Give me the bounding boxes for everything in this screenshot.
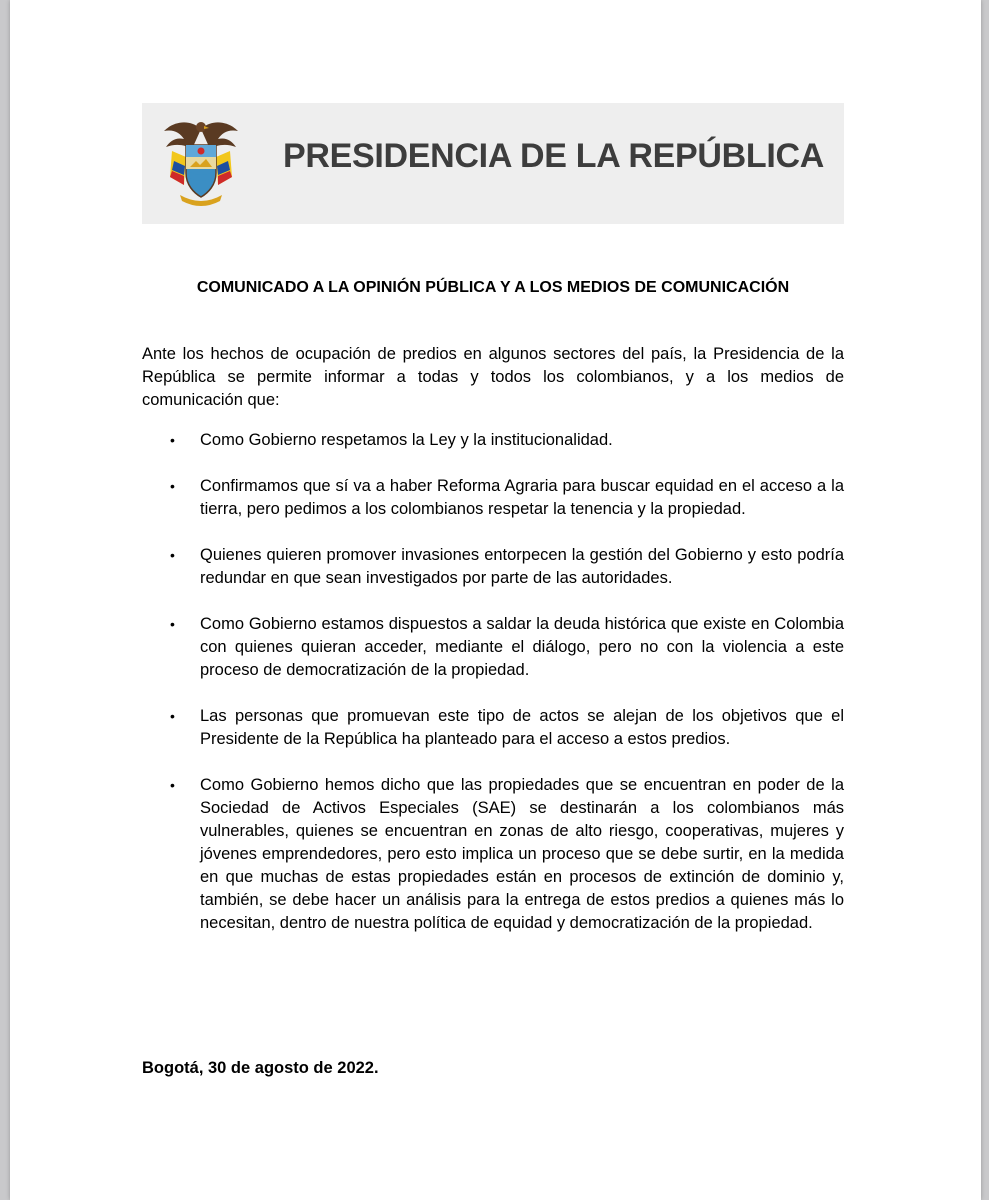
list-item bbox=[142, 705, 844, 751]
bullet-icon: • bbox=[170, 708, 175, 724]
presidency-wordmark: PRESIDENCIA DE LA REPÚBLICA bbox=[283, 137, 824, 175]
bullet-icon: • bbox=[170, 616, 175, 632]
document-page bbox=[10, 0, 981, 1200]
list-item-text: Las personas que promuevan este tipo de actos se alejan de los objetivos que el Presidente de la República ha planteado para el acceso a estos predios. bbox=[200, 707, 844, 748]
list-item-text: Como Gobierno hemos dicho que las propiedades que se encuentran en poder de la Sociedad de Activos Especiales (SAE) se destinarán a los colombianos más vulnerables, quienes se encuentran en zonas de alto riesgo, cooperativas, mujeres y jóvenes emprendedores, pero esto implica un proceso que se debe surtir, en la medida en que muchas de estas propiedades están en procesos de extinción de dominio y, también, se debe hacer un análisis para la entrega de estos predios a quienes más lo necesitan, dentro de nuestra política de equidad y democratización de la propiedad. bbox=[200, 776, 844, 932]
intro-paragraph: Ante los hechos de ocupación de predios en algunos sectores del país, la Presidencia de la República se permite informar a todas y todos los colombianos, y a los medios de comunicación que: bbox=[142, 345, 844, 409]
list-item bbox=[142, 475, 844, 521]
bullet-icon: • bbox=[170, 547, 175, 563]
communique-title: COMUNICADO A LA OPINIÓN PÚBLICA Y A LOS MEDIOS DE COMUNICACIÓN bbox=[196, 279, 790, 296]
coat-of-arms-icon bbox=[160, 115, 242, 207]
bullet-icon: • bbox=[170, 478, 175, 494]
list-item-text: Como Gobierno estamos dispuestos a saldar la deuda histórica que existe en Colombia con quienes quieran acceder, mediante el diálogo, pero no con la violencia a este proceso de democratización de la propiedad. bbox=[200, 615, 844, 679]
bullet-icon: • bbox=[170, 432, 175, 448]
list-item-text: Confirmamos que sí va a haber Reforma Agraria para buscar equidad en el acceso a la tierra, pero pedimos a los colombianos respetar la tenencia y la propiedad. bbox=[200, 477, 844, 518]
list-item-text: Quienes quieren promover invasiones entorpecen la gestión del Gobierno y esto podría redundar en que sean investigados por parte de las autoridades. bbox=[200, 546, 844, 587]
letterhead bbox=[142, 103, 844, 224]
list-item bbox=[142, 613, 844, 682]
bullet-icon: • bbox=[170, 777, 175, 793]
list-item bbox=[142, 429, 844, 452]
place-and-date: Bogotá, 30 de agosto de 2022. bbox=[142, 1059, 379, 1077]
bullet-list bbox=[142, 429, 844, 958]
list-item-text: Como Gobierno respetamos la Ley y la institucionalidad. bbox=[200, 431, 613, 449]
list-item bbox=[142, 774, 844, 935]
list-item bbox=[142, 544, 844, 590]
